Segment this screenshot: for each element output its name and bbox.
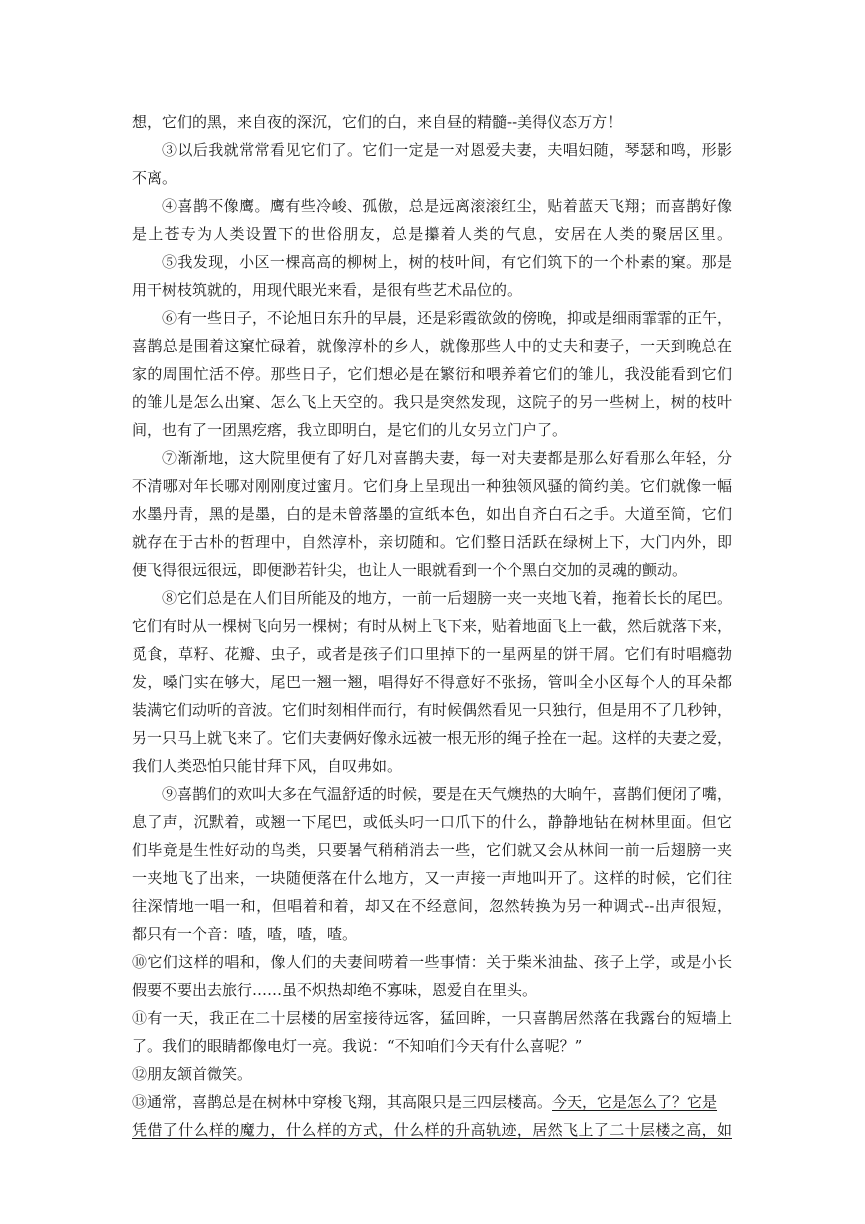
text-line: 我们人类恐怕只能甘拜下风，自叹弗如。 [132,757,403,775]
text-line: 觅食，草籽、花瓣、虫子，或者是孩子们口里掉下的一星两星的饼干屑。它们有时唱瘾勃 [132,645,732,663]
text-line: 都只有一个音：喳，喳，喳，喳。 [132,925,358,943]
text-line: 是上苍专为人类设置下的世俗朋友，总是攥着人类的气息，安居在人类的聚居区里。 [132,225,732,243]
paragraph-9-line: ⑨喜鹊们的欢叫大多在气温舒适的时候，要是在天气燠热的大晌午，喜鹊们便闭了嘴， [162,785,733,803]
text-line: 们毕竟是生性好动的鸟类，只要暑气稍稍消去一些，它们就又会从林间一前一后翅膀一夹 [132,841,732,859]
text-line: 假要不要出去旅行……虽不炽热却绝不寡味，恩爱自在里头。 [132,981,538,999]
text-line: 不清哪对年长哪对刚刚度过蜜月。它们身上呈现出一种独领风骚的简约美。它们就像一幅 [132,477,732,495]
text-line: 发，嗓门实在够大，尾巴一翘一翘，唱得好不得意好不张扬，管叫全小区每个人的耳朵都 [132,673,732,691]
text-line: 一夹地飞了出来，一块随便落在什么地方，又一声接一声地叫开了。这样的时候，它们往 [132,869,732,887]
paragraph-3-line: ③以后我就常常看见它们了。它们一定是一对恩爱夫妻，夫唱妇随，琴瑟和鸣，形影 [162,141,732,159]
text-line: 间，也有了一团黑疙瘩，我立即明白，是它们的儿女另立门户了。 [132,421,568,439]
text-line: 用干树枝筑就的，用现代眼光来看，是很有些艺术品位的。 [132,281,523,299]
paragraph-12-line: ⑫朋友颔首微笑。 [132,1065,253,1083]
text-line: 不离。 [132,169,178,187]
underlined-text-line: 凭借了什么样的魔力，什么样的方式，什么样的升高轨迹，居然飞上了二十层楼之高，如 [132,1121,732,1139]
text-line: 往深情地一唱一和，但唱着和着，却又在不经意间，忽然转换为另一种调式--出声很短， [132,897,732,915]
paragraph-5-line: ⑤我发现，小区一棵高高的柳树上，树的枝叶间，有它们筑下的一个朴素的窠。那是 [162,253,732,271]
paragraph-8-line: ⑧它们总是在人们目所能及的地方，一前一后翅膀一夹一夹地飞着，拖着长长的尾巴。 [162,589,733,607]
text-line: 息了声，沉默着，或翘一下尾巴，或低头叼一口爪下的什么，静静地钻在树林里面。但它 [132,813,732,831]
text-line: 另一只马上就飞来了。它们夫妻俩好像永远被一根无形的绳子拴在一起。这样的夫妻之爱， [132,729,733,747]
paragraph-6-line: ⑥有一些日子，不论旭日东升的早晨，还是彩霞欲敛的傍晚，抑或是细雨霏霏的正午， [162,309,733,327]
paragraph-10-line: ⑩它们这样的唱和，像人们的夫妻间唠着一些事情：关于柴米油盐、孩子上学，或是小长 [132,953,732,971]
text-line: 家的周围忙活不停。那些日子，它们想必是在繁衍和喂养着它们的雏儿，我没能看到它们 [132,365,732,383]
text-line: 便飞得很远很远，即便渺若针尖，也让人一眼就看到一个个黑白交加的灵魂的颤动。 [132,561,688,579]
text-line: 喜鹊总是围着这窠忙碌着，就像淳朴的乡人，就像那些人中的丈夫和妻子，一天到晚总在 [132,337,732,355]
paragraph-7-line: ⑦渐渐地，这大院里便有了好几对喜鹊夫妻，每一对夫妻都是那么好看那么年轻，分 [162,449,732,467]
paragraph-13-line [132,1092,732,1112]
text-line: 的雏儿是怎么出窠、怎么飞上天空的。我只是突然发现，这院子的另一些树上，树的枝叶 [132,393,732,411]
text-line: 想，它们的黑，来自夜的深沉，它们的白，来自昼的精髓--美得仪态万方！ [132,113,623,131]
paragraph-11-line: ⑪有一天，我正在二十层楼的居室接待远客，猛回眸，一只喜鹊居然落在我露台的短墙上 [132,1009,732,1027]
text-line: 它们有时从一棵树飞向另一棵树；有时从树上飞下来，贴着地面飞上一截，然后就落下来， [132,617,733,635]
paragraph-13-plain-text: ⑬通常，喜鹊总是在树林中穿梭飞翔，其高限只是三四层楼高。 [132,1093,553,1111]
underlined-text: 今天，它是怎么了？它是 [552,1093,718,1111]
text-line: 就存在于古朴的哲理中，自然淳朴，亲切随和。它们整日活跃在绿树上下，大门内外，即 [132,533,732,551]
text-line: 了。我们的眼睛都像电灯一亮。我说：“不知咱们今天有什么喜呢？” [132,1037,583,1055]
text-line: 水墨丹青，黑的是墨，白的是未曾落墨的宣纸本色，如出自齐白石之手。大道至简，它们 [132,505,732,523]
text-line: 装满它们动听的音波。它们时刻相伴而行，有时候偶然看见一只独行，但是用不了几秒钟， [132,701,733,719]
paragraph-4-line: ④喜鹊不像鹰。鹰有些冷峻、孤傲，总是远离滚滚红尘，贴着蓝天飞翔；而喜鹊好像 [162,197,732,215]
